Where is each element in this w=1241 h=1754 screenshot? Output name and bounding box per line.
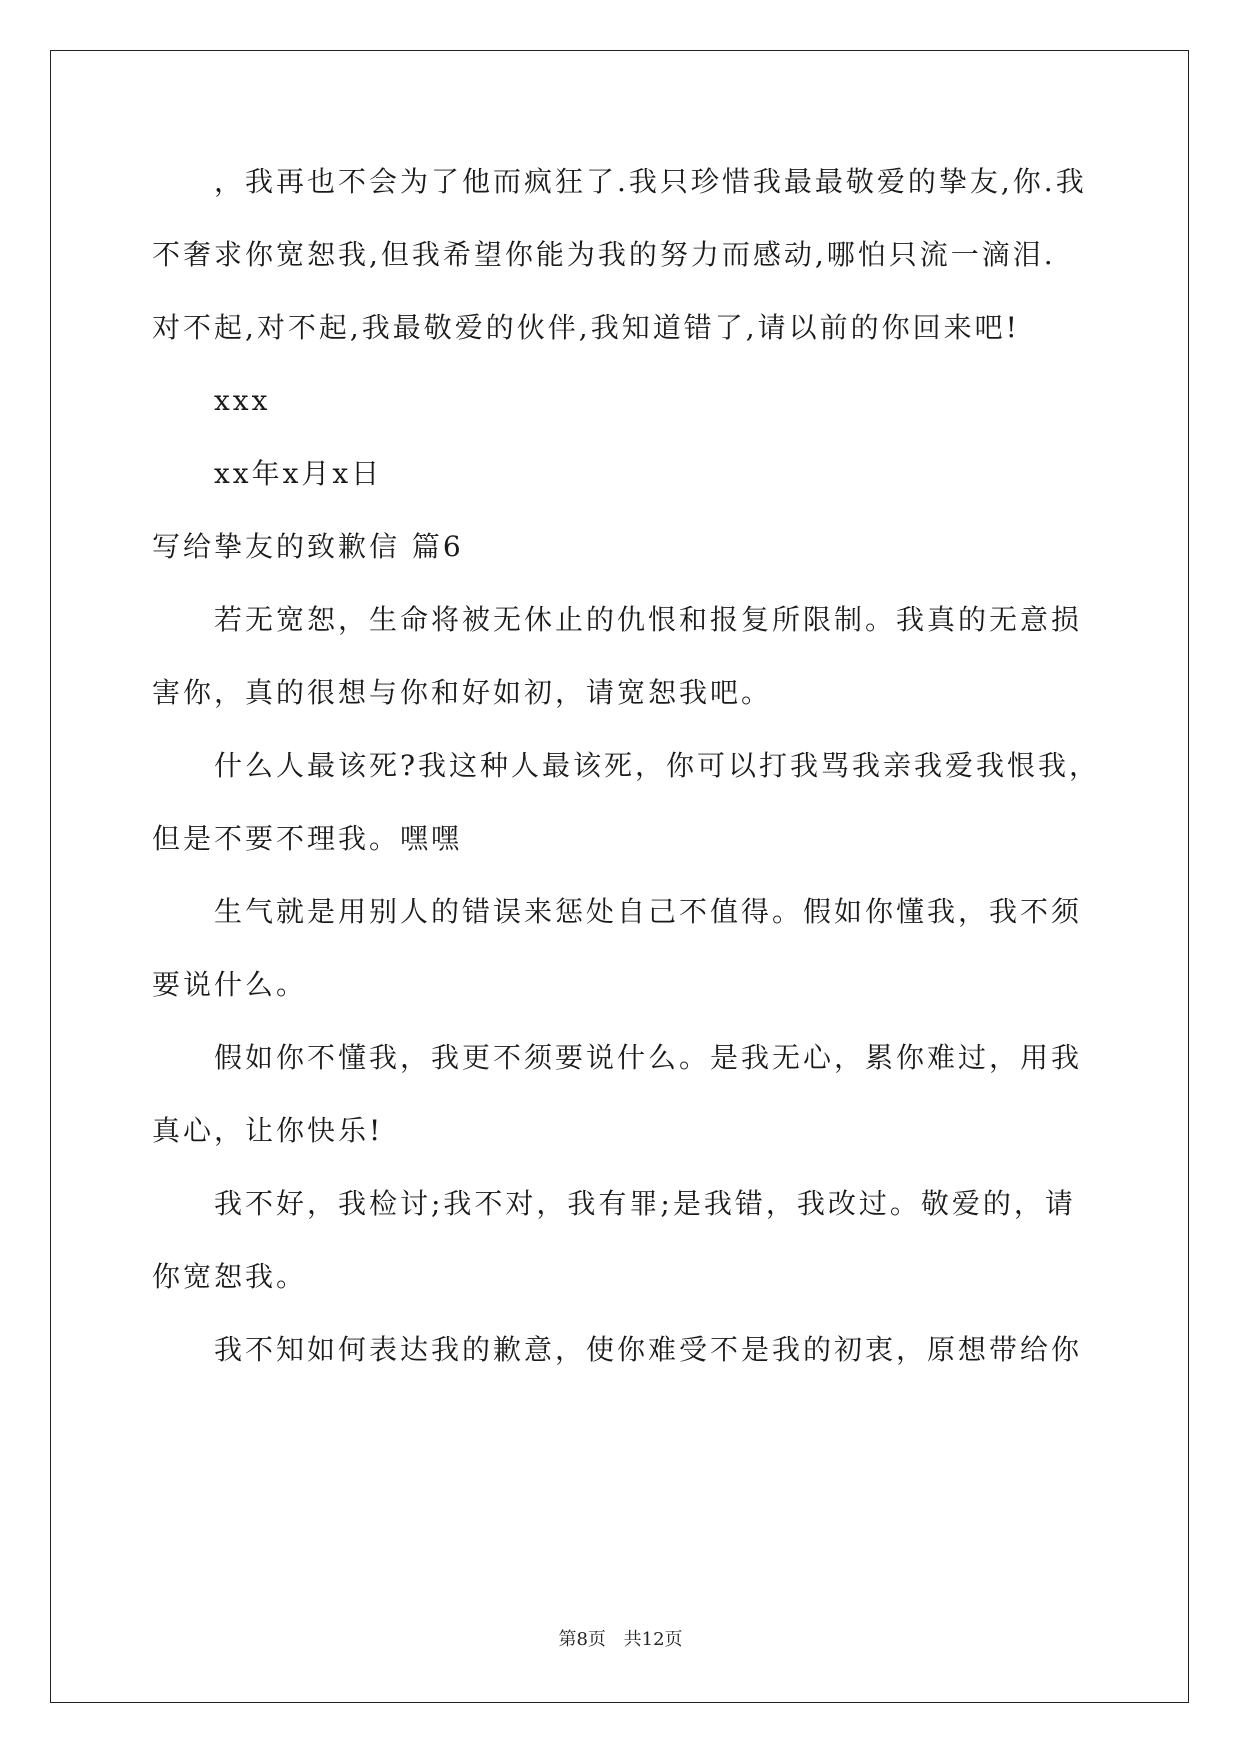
text-line: 若无宽恕，生命将被无休止的仇恨和报复所限制。我真的无意损 xyxy=(214,603,1083,636)
page-total: 共12页 xyxy=(623,1629,683,1650)
text-line: 害你，真的很想与你和好如初，请宽恕我吧。 xyxy=(152,676,773,709)
text-line: 对不起,对不起,我最敬爱的伙伴,我知道错了,请以前的你回来吧! xyxy=(152,311,1020,344)
text-line: ，我再也不会为了他而疯狂了.我只珍惜我最最敬爱的挚友,你.我 xyxy=(214,165,1087,198)
text-line: 但是不要不理我。嘿嘿 xyxy=(152,822,463,855)
signature-date: xx年x月x日 xyxy=(214,457,383,490)
text-line: 什么人最该死?我这种人最该死，你可以打我骂我亲我爱我恨我， xyxy=(214,749,1101,782)
text-line: 生气就是用别人的错误来惩处自己不值得。假如你懂我，我不须 xyxy=(214,895,1083,928)
page-border xyxy=(50,50,1189,1703)
page-footer xyxy=(0,1625,1241,1651)
text-line: 我不知如何表达我的歉意，使你难受不是我的初衷，原想带给你 xyxy=(214,1333,1083,1366)
section-heading: 写给挚友的致歉信 篇6 xyxy=(152,530,464,563)
text-line: 我不好，我检讨;我不对，我有罪;是我错，我改过。敬爱的，请 xyxy=(214,1187,1076,1220)
text-line: 真心，让你快乐! xyxy=(152,1114,384,1147)
text-line: 你宽恕我。 xyxy=(152,1260,308,1293)
text-line: 不奢求你宽恕我,但我希望你能为我的努力而感动,哪怕只流一滴泪. xyxy=(152,238,1056,271)
page-number: 第8页 xyxy=(558,1629,606,1650)
text-line: 要说什么。 xyxy=(152,968,308,1001)
signature-name: xxx xyxy=(214,384,271,417)
text-line: 假如你不懂我，我更不须要说什么。是我无心，累你难过，用我 xyxy=(214,1041,1083,1074)
